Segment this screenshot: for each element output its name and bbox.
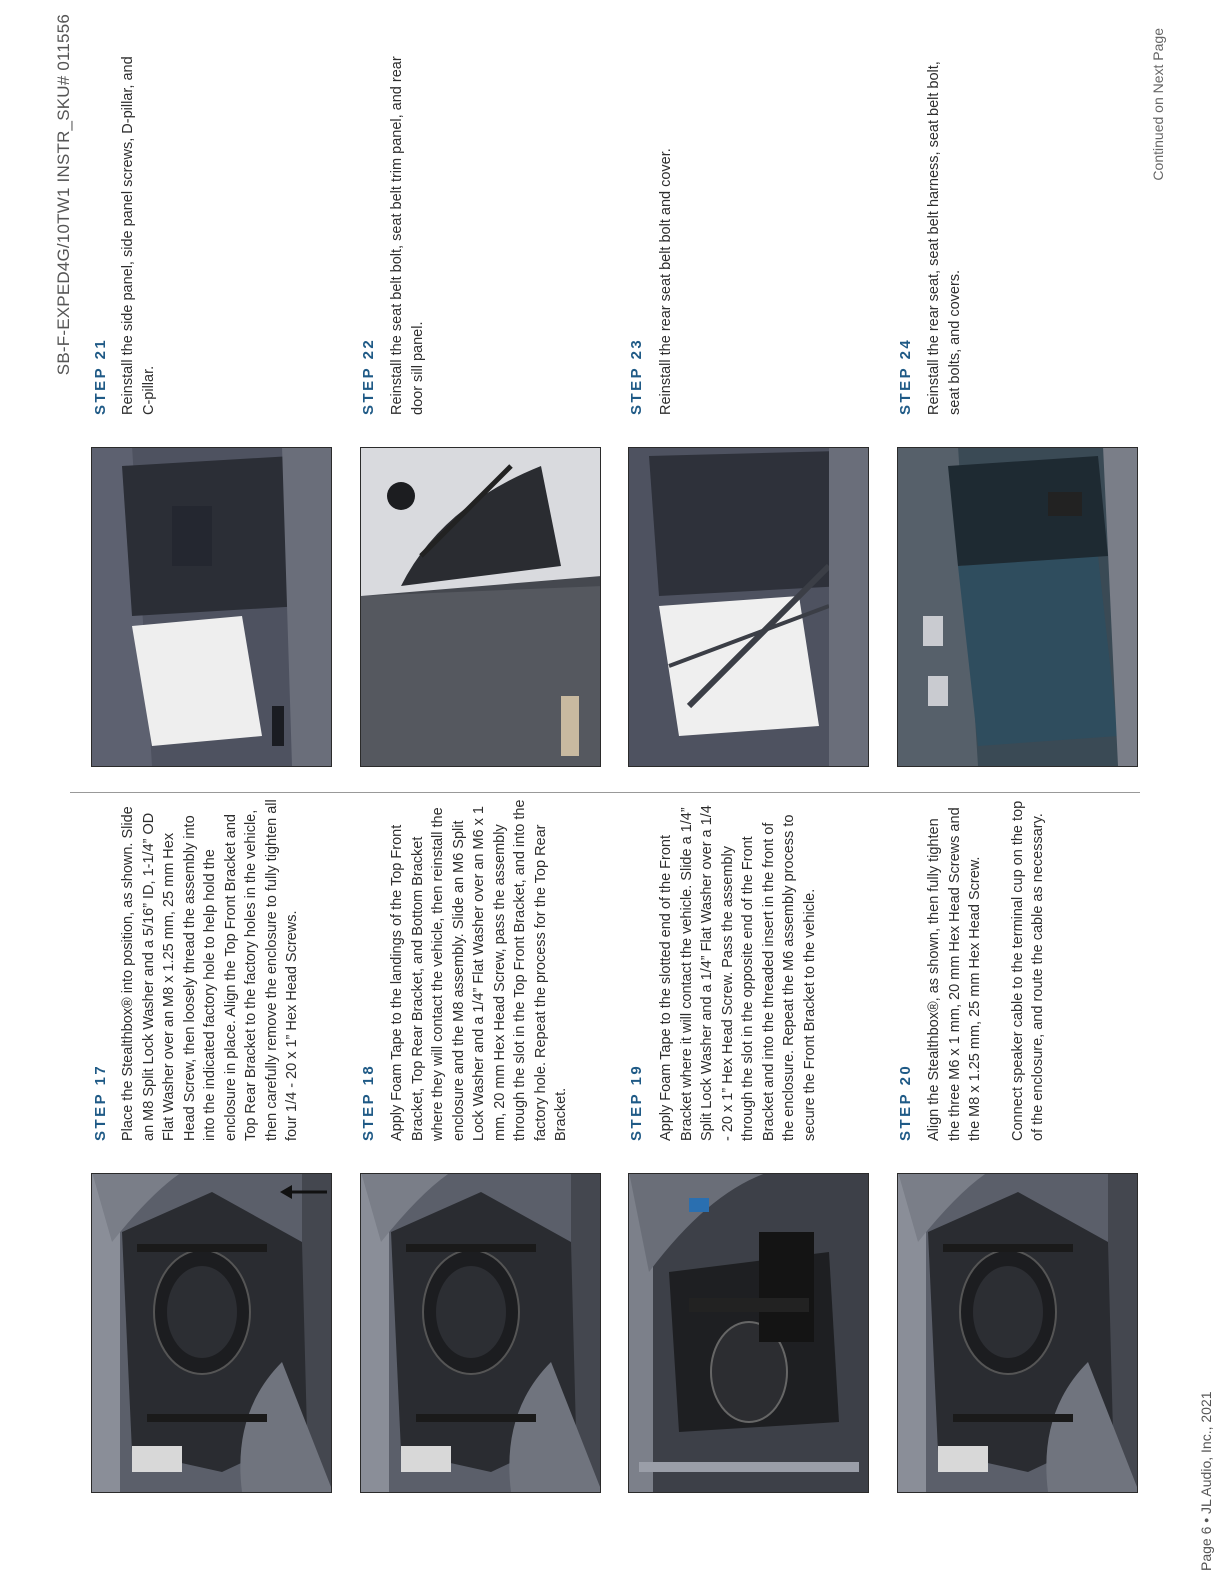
document-code: SB-F-EXPED4G/10TW1 INSTR_SKU# 011556 — [54, 14, 73, 376]
step-24-title: STEP 24 — [897, 337, 914, 415]
step-20-photo — [897, 1173, 1138, 1493]
step-20-paragraph-2: Connect speaker cable to the terminal cup on the top of the enclosure, and route the cable as necessary. — [1009, 800, 1046, 1141]
step-21-text — [118, 55, 159, 415]
step-21-photo — [91, 447, 332, 767]
step-22-photo — [360, 447, 601, 767]
step-21-paragraph: Reinstall the side panel, side panel screws, D-pillar, and C-pillar. — [120, 56, 157, 415]
step-22-paragraph: Reinstall the seat belt bolt, seat belt trim panel, and rear door sill panel. — [389, 56, 426, 415]
step-23-paragraph: Reinstall the rear seat belt bolt and cover. — [658, 148, 674, 415]
step-24-text — [924, 55, 965, 415]
step-22-text — [387, 55, 428, 415]
step-19-paragraph: Apply Foam Tape to the slotted end of the Front Bracket where it will contact the vehicle. Slide a 1/4” Split Lock Washer and a 1/4” Flat Washer over a 1/4 - 20 x 1” Hex Head Screw. Pass the assembly through the slot in the opposite end of the Front Bracket and into the threaded insert in the front of the enclosure. Repeat the M6 assembly process to secure the Front Bracket to the vehicle. — [658, 805, 818, 1141]
step-20-paragraph-1: Align the Stealthbox®, as shown, then fully tighten the three M6 x 1 mm, 20 mm Hex Head Screws and the M8 x 1.25 mm, 25 mm Hex Head Screw. — [926, 807, 983, 1141]
step-21-title: STEP 21 — [92, 337, 109, 415]
step-24-photo — [897, 447, 1138, 767]
step-20-text — [924, 799, 1049, 1141]
step-24-paragraph: Reinstall the rear seat, seat belt harness, seat belt bolt, seat bolts, and covers. — [926, 61, 963, 415]
step-18-paragraph: Apply Foam Tape to the landings of the Top Front Bracket, Top Rear Bracket, and Bottom Bracket where they will contact the vehicle, then reinstall the enclosure and the M8 assembly. Slide an M6 Split Lock Washer and a 1/4” Flat Washer over an M6 x 1 mm, 20 mm Hex Head Screw, pass the assembly through the slot in the Top Front Bracket, and into the factory hole. Repeat the process for the Top Rear Bracket. — [389, 799, 569, 1141]
step-19-title: STEP 19 — [628, 1063, 645, 1141]
step-23-photo — [628, 447, 869, 767]
column-divider — [70, 792, 1140, 793]
step-17-paragraph: Place the Stealthbox® into position, as shown. Slide an M8 Split Lock Washer and a 5/16” ID, 1-1/4” OD Flat Washer over an M8 x 1.25 mm, 25 mm Hex Head Screw, then loosely thread the assembly into into the indicated factory hole to help hold the enclosure in place. Align the Top Front Bracket and Top Rear Bracket to the factory holes in the vehicle, then carefully remove the enclosure to fully tighten all four 1/4 - 20 x 1” Hex Head Screws. — [120, 799, 300, 1141]
step-17-title: STEP 17 — [92, 1063, 109, 1141]
page-footer: Page 6 • JL Audio, Inc., 2021 — [1198, 1391, 1214, 1571]
continued-note: Continued on Next Page — [1150, 28, 1166, 181]
step-18-title: STEP 18 — [360, 1063, 377, 1141]
step-17-text — [118, 799, 303, 1141]
step-22-title: STEP 22 — [360, 337, 377, 415]
step-18-text — [387, 799, 572, 1141]
step-20-title: STEP 20 — [897, 1063, 914, 1141]
step-23-title: STEP 23 — [628, 337, 645, 415]
step-23-text — [656, 55, 677, 415]
step-19-text — [656, 799, 820, 1141]
step-18-photo — [360, 1173, 601, 1493]
step-19-photo — [628, 1173, 869, 1493]
step-17-photo — [91, 1173, 332, 1493]
